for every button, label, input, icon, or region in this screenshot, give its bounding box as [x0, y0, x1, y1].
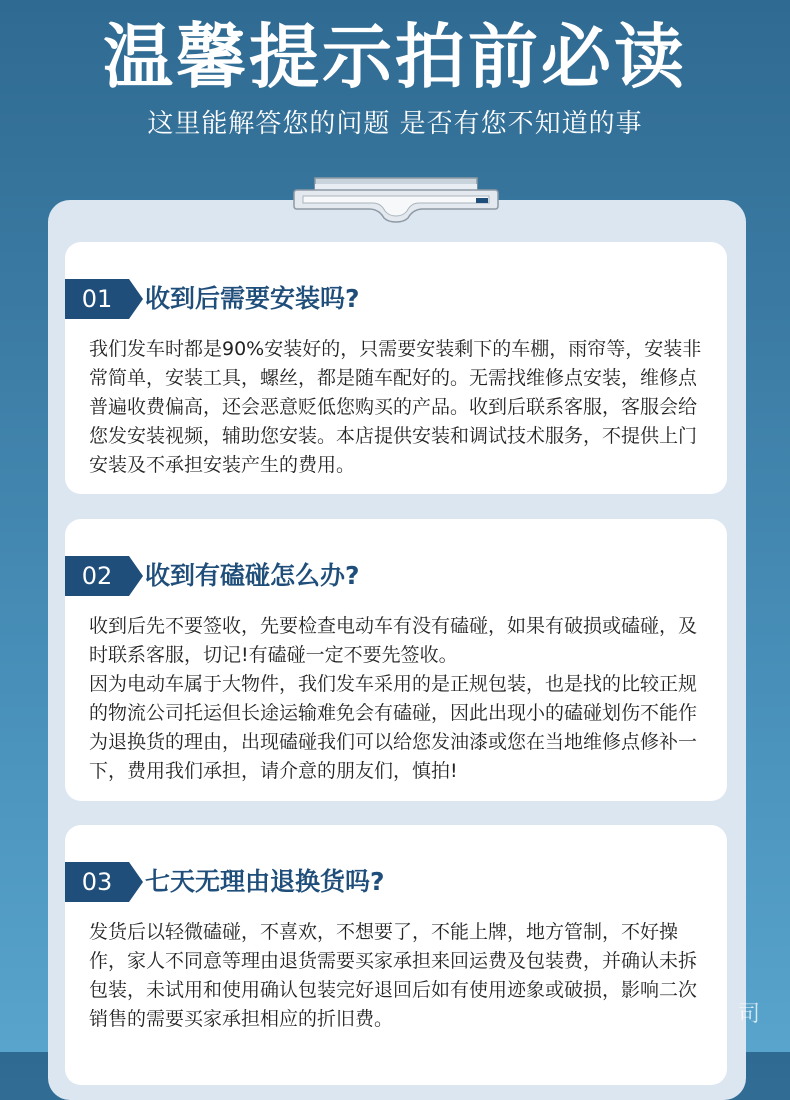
section-title: 收到后需要安装吗?	[145, 284, 360, 313]
section-body	[89, 612, 709, 786]
section-number-badge: 01	[65, 279, 129, 319]
page-subtitle: 这里能解答您的问题 是否有您不知道的事	[147, 109, 643, 139]
section-number-badge: 02	[65, 556, 129, 596]
section-body	[89, 335, 709, 480]
watermark-text: 司	[737, 1002, 760, 1027]
section-card-02	[65, 519, 727, 801]
clipboard-clip-icon	[293, 176, 499, 224]
section-paragraph: 发货后以轻微磕碰，不喜欢，不想要了，不能上牌，地方管制，不好操作，家人不同意等理由退货需要买家承担来回运费及包装费，并确认未拆包装，未试用和使用确认包装完好退回后如有使用迹象或破损，影响二次销售的需要买家承担相应的折旧费。	[89, 921, 698, 1030]
section-body	[89, 918, 709, 1034]
section-paragraph: 我们发车时都是90%安装好的，只需要安装剩下的车棚，雨帘等，安装非常简单，安装工具，螺丝，都是随车配好的。无需找维修点安装，维修点普遍收费偏高，还会恶意贬低您购买的产品。收到后联系客服，客服会给您发安装视频，辅助您安装。本店提供安装和调试技术服务，不提供上门安装及不承担安装产生的费用。	[89, 338, 702, 476]
section-paragraph: 收到后先不要签收，先要检查电动车有没有磕碰，如果有破损或磕碰，及时联系客服，切记!有磕碰一定不要先签收。	[89, 615, 698, 666]
page-title: 温馨提示拍前必读	[103, 16, 687, 98]
section-card-01	[65, 242, 727, 494]
section-title: 七天无理由退换货吗?	[145, 867, 385, 896]
section-card-03	[65, 825, 727, 1085]
section-title: 收到有磕碰怎么办?	[145, 561, 360, 590]
section-number-badge: 03	[65, 862, 129, 902]
section-paragraph: 因为电动车属于大物件，我们发车采用的是正规包装，也是找的比较正规的物流公司托运但长途运输难免会有磕碰，因此出现小的磕碰划伤不能作为退换货的理由，出现磕碰我们可以给您发油漆或您在当地维修点修补一下，费用我们承担，请介意的朋友们，慎拍!	[89, 673, 698, 782]
